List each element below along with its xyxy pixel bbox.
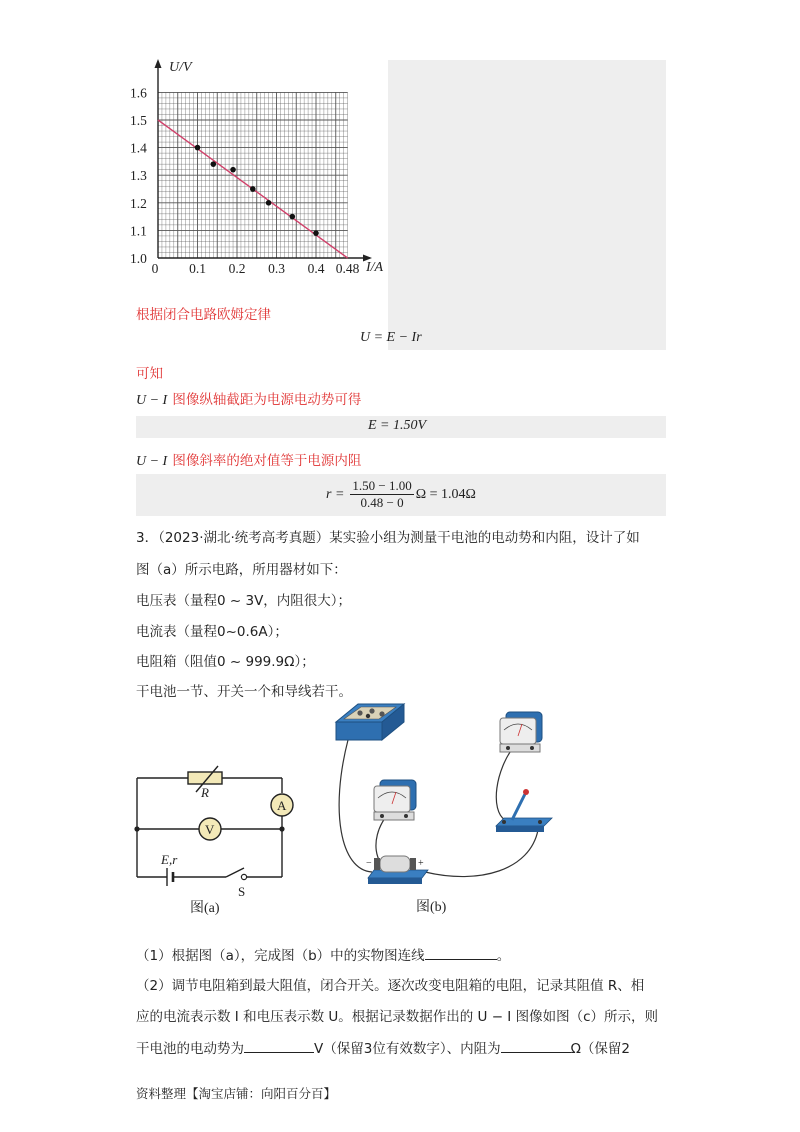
data-point xyxy=(211,161,217,167)
voltmeter-spec: 电压表（量程0 ~ 3V，内阻很大）； xyxy=(136,593,352,609)
y-tick-labels xyxy=(130,85,147,266)
y-axis-label: U/V xyxy=(169,60,192,75)
label-A: A xyxy=(277,798,287,813)
r-lhs: r = xyxy=(326,486,345,502)
battery-device xyxy=(366,856,428,884)
part-2-line2: 应的电流表示数 I 和电压表示数 U。根据记录数据作出的 U − I 图像如图（c）所示，则 xyxy=(136,1009,658,1025)
ohm-formula: U = E − Ir xyxy=(360,330,422,345)
r-formula xyxy=(326,478,476,511)
intercept-line xyxy=(136,388,361,409)
question-intro-1: 某实验小组为测量干电池的电动势和内阻，设计了如 xyxy=(329,530,640,546)
switch-device xyxy=(496,789,552,832)
label-R: R xyxy=(201,785,209,800)
circuit-diagram-a xyxy=(128,760,298,920)
x-tick-label: 0 xyxy=(151,261,159,276)
label-S: S xyxy=(238,884,246,899)
wire-battery-to-switch xyxy=(425,830,538,877)
question-number: 3． xyxy=(136,530,159,546)
wire-box-to-battery xyxy=(339,740,372,872)
part-2-line3 xyxy=(136,1038,630,1059)
part-2-emf-suffix: V（保留3位有效数字）、内阻为 xyxy=(314,1041,501,1057)
graph-grid xyxy=(158,92,348,258)
wire-ammeter-to-switch xyxy=(496,745,515,820)
question-source: （2023·湖北·统考高考真题） xyxy=(158,530,330,546)
y-tick-label: 1.4 xyxy=(130,140,147,156)
x-tick-label: 0.4 xyxy=(307,261,325,276)
fig-a-caption: 图(a) xyxy=(190,901,220,916)
switch-contact xyxy=(241,874,246,879)
part-1-end: 。 xyxy=(496,948,511,964)
ammeter-device xyxy=(500,712,542,752)
junction-left xyxy=(134,826,139,831)
part-2-emf-prefix: 干电池的电动势为 xyxy=(136,1041,244,1057)
y-axis-arrow xyxy=(155,59,162,68)
x-tick-labels xyxy=(152,261,360,276)
x-tick-label: 0.2 xyxy=(228,261,246,276)
emf-answer-blank[interactable] xyxy=(244,1038,314,1053)
voltmeter-device xyxy=(374,780,416,820)
svg-text:−: − xyxy=(366,858,372,869)
y-tick-label: 1.1 xyxy=(130,223,147,239)
slope-line xyxy=(136,449,361,470)
part-1-text: （1）根据图（a），完成图（b）中的实物图连线 xyxy=(136,948,425,964)
resistance-box-device xyxy=(336,704,404,740)
svg-text:+: + xyxy=(418,858,424,869)
r-fraction xyxy=(350,478,413,511)
label-Er: E,r xyxy=(161,852,178,867)
resistance-answer-blank[interactable] xyxy=(501,1038,571,1053)
label-V: V xyxy=(205,822,215,837)
apparatus-diagram-b xyxy=(330,700,580,900)
slope-text: 图像斜率的绝对值等于电源内阻 xyxy=(172,453,362,469)
solution-gray-box-top xyxy=(388,60,666,350)
footer-text: 资料整理【淘宝店铺：向阳百分百】 xyxy=(136,1086,337,1101)
data-point xyxy=(230,167,236,173)
ohm-law-text: 根据闭合电路欧姆定律 xyxy=(136,307,271,323)
emf-formula: E = 1.50V xyxy=(368,418,427,433)
x-tick-label: 0.48 xyxy=(335,261,360,276)
battery-spec: 干电池一节、开关一个和导线若干。 xyxy=(136,684,352,700)
data-point xyxy=(195,145,201,151)
part-2-line1: （2）调节电阻箱到最大阻值，闭合开关。逐次改变电阻箱的电阻，记录其阻值 R、相 xyxy=(136,978,645,994)
intercept-text: 图像纵轴截距为电源电动势可得 xyxy=(172,392,362,408)
ui-label-2: U − I xyxy=(136,454,168,469)
ammeter-spec: 电流表（量程0~0.6A）； xyxy=(136,624,288,640)
r-numerator: 1.50 − 1.00 xyxy=(352,478,412,493)
data-point xyxy=(266,200,272,206)
y-tick-label: 1.3 xyxy=(130,168,147,184)
resistor-box-spec: 电阻箱（阻值0 ~ 999.9Ω）； xyxy=(136,654,315,670)
part-1 xyxy=(136,945,510,966)
r-denominator: 0.48 − 0 xyxy=(360,495,404,510)
y-tick-label: 1.5 xyxy=(130,113,147,128)
ui-label-1: U − I xyxy=(136,393,168,408)
y-tick-label: 1.0 xyxy=(130,251,147,266)
data-point xyxy=(250,186,256,192)
question-intro-2: 图（a）所示电路，所用器材如下： xyxy=(136,562,347,578)
part-2-resistance-suffix: Ω（保留2 xyxy=(570,1041,630,1057)
junction-right xyxy=(279,826,284,831)
x-tick-label: 0.3 xyxy=(268,261,285,276)
u-i-graph xyxy=(125,55,395,280)
part-1-answer-blank[interactable] xyxy=(425,945,497,960)
y-tick-label: 1.6 xyxy=(130,85,147,101)
ke-zhi-text: 可知 xyxy=(136,366,163,382)
data-point xyxy=(290,214,296,220)
data-point xyxy=(313,230,319,236)
x-axis-label: I/A xyxy=(366,260,384,275)
question-3-line1 xyxy=(136,528,640,548)
fig-b-caption: 图(b) xyxy=(416,900,447,915)
graph-axes xyxy=(155,59,373,262)
r-rhs: Ω = 1.04Ω xyxy=(415,486,476,502)
y-tick-label: 1.2 xyxy=(130,195,147,211)
x-tick-label: 0.1 xyxy=(189,261,206,276)
